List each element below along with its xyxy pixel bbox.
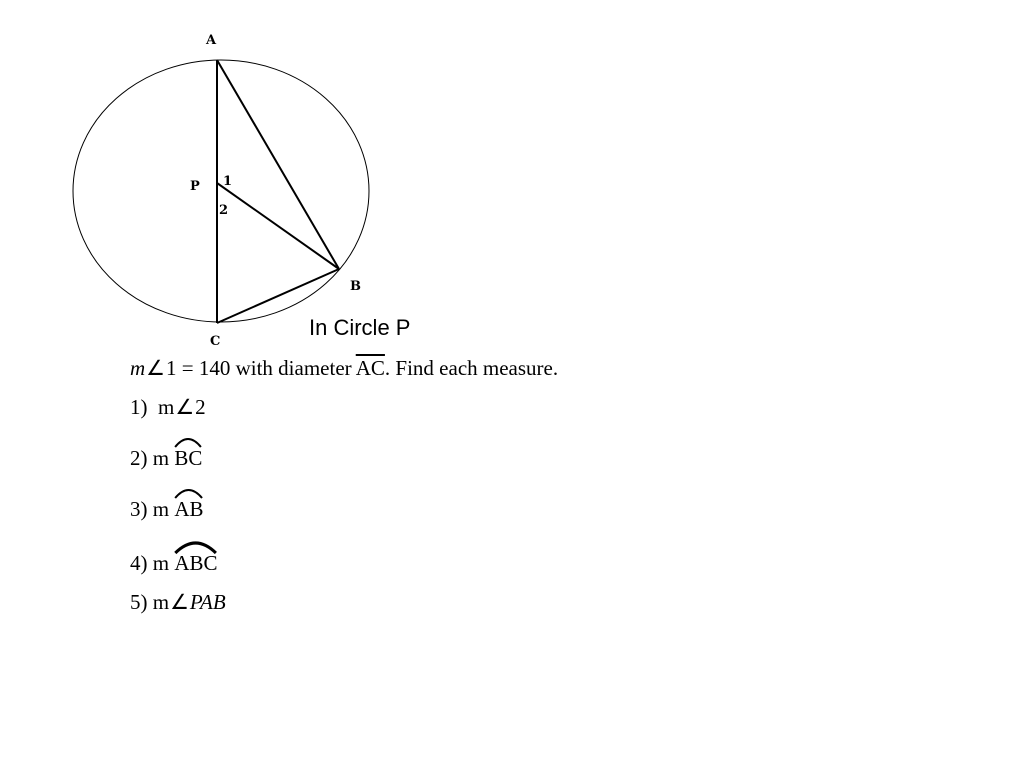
diameter-label: $\overline{AC}$: [355, 356, 385, 380]
question-2-arc-label: BC: [174, 446, 203, 470]
point-a-label: A: [206, 33, 217, 48]
angle-1-label: 1: [223, 174, 233, 189]
instruction-text: . Find each measure.: [384, 356, 559, 380]
point-c-label: C: [210, 334, 221, 349]
angle-symbol: ∠: [146, 356, 165, 380]
question-1: [130, 394, 206, 420]
problem-statement: [130, 355, 558, 381]
question-5-target: PAB: [189, 590, 226, 614]
question-3: [130, 496, 204, 522]
arc-mark-icon: [174, 485, 203, 499]
given-m: m: [130, 356, 146, 380]
question-5: [130, 589, 226, 615]
point-p-label: P: [190, 179, 200, 194]
chord-ab: [217, 60, 339, 269]
question-5-angle-symbol: ∠: [170, 590, 189, 614]
diagram-caption: In Circle P: [309, 315, 411, 340]
with-diameter-text: with diameter: [230, 356, 356, 380]
arc-mark-icon: [174, 434, 202, 448]
radius-pb: [217, 183, 339, 269]
question-2-number: 2) m: [130, 446, 170, 470]
question-4-arc: [174, 550, 217, 576]
circle-diagram: [0, 0, 420, 360]
question-4: [130, 550, 218, 576]
question-1-number: 1): [130, 395, 148, 419]
question-5-number: 5) m: [130, 590, 170, 614]
question-2-arc: [174, 445, 202, 471]
circle-p: [73, 60, 369, 322]
question-1-angle-symbol: ∠: [175, 395, 195, 419]
question-1-target: 2: [195, 395, 206, 419]
question-3-arc-label: AB: [174, 497, 204, 521]
question-4-arc-label: ABC: [174, 551, 218, 575]
question-1-m: m: [158, 395, 175, 419]
angle-2-label: 2: [219, 203, 229, 218]
arc-mark-icon: [174, 539, 217, 553]
question-4-number: 4) m: [130, 551, 170, 575]
given-value: 1 = 140: [166, 356, 231, 380]
question-3-number: 3) m: [130, 497, 170, 521]
question-3-arc: [174, 496, 203, 522]
point-b-label: B: [350, 279, 361, 294]
question-2: [130, 445, 202, 471]
